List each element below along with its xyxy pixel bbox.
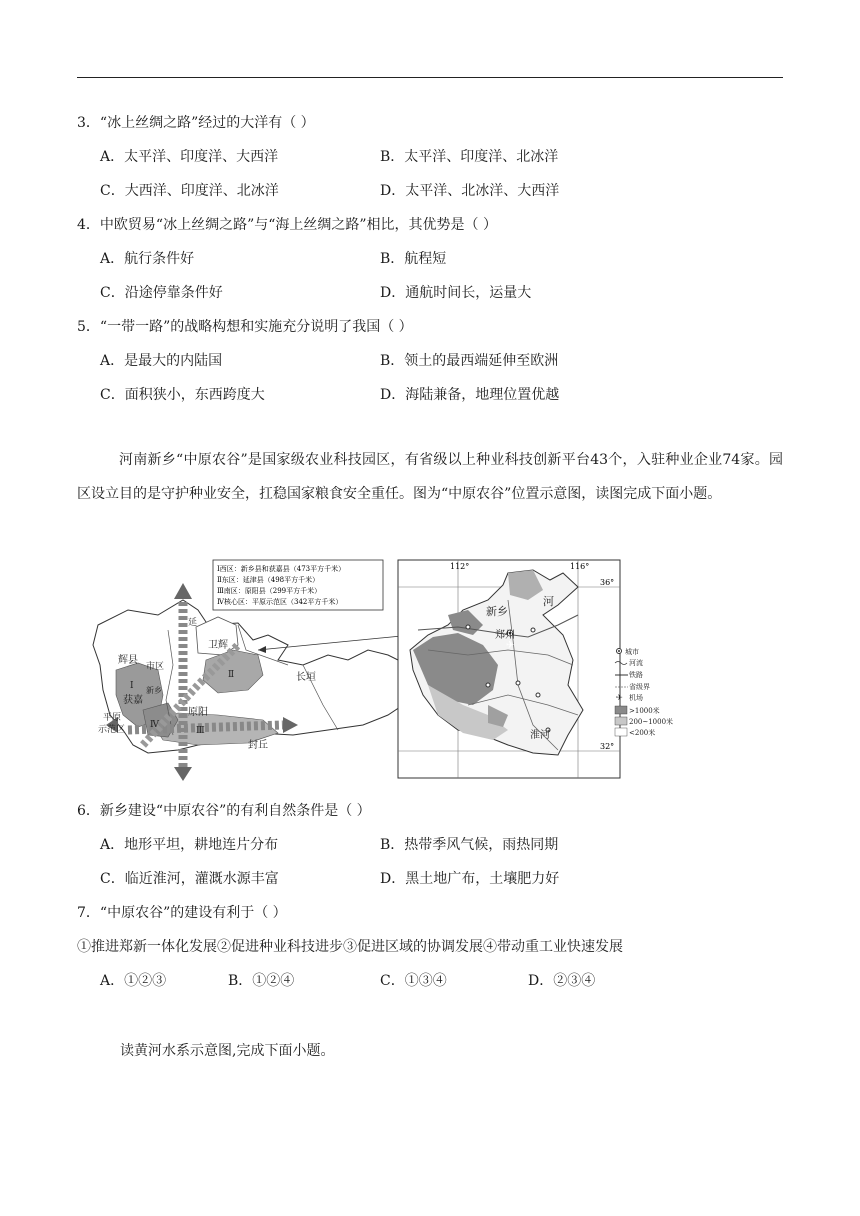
location-map-figure [88, 555, 688, 781]
legend-railway: 铁路 [629, 671, 643, 679]
q5-option-a[interactable]: A．是最大的内陆国 [100, 353, 223, 369]
legend-zone2: Ⅱ东区：延津县（498平方千米） [217, 576, 320, 584]
legend-border: 省级界 [629, 683, 650, 691]
map-label-fengqiu: 封丘 [248, 740, 268, 751]
legend-airport: 机场 [629, 694, 643, 702]
legend-zone3: Ⅲ南区：原阳县（299平方千米） [217, 587, 322, 595]
q6-option-b[interactable]: B．热带季风气候，雨热同期 [380, 837, 559, 853]
map-label-xinxiang: 新乡 [146, 686, 162, 695]
legend-river: 河流 [629, 659, 643, 667]
legend-mid: 200~1000米 [629, 718, 674, 726]
q6-option-a[interactable]: A．地形平坦，耕地连片分布 [100, 837, 279, 853]
right-map [398, 560, 673, 778]
q7-option-a[interactable]: A．①②③ [100, 973, 167, 989]
q6-option-d[interactable]: D．黑土地广布，土壤肥力好 [380, 871, 560, 887]
q3-option-b[interactable]: B．太平洋、印度洋、北冰洋 [380, 149, 559, 165]
lat-36: 36° [600, 578, 615, 587]
left-map [93, 560, 413, 781]
lat-32: 32° [600, 742, 615, 751]
legend-airport-icon: ✈ [616, 693, 623, 702]
lon-116: 116° [570, 562, 590, 571]
legend-high: >1000米 [629, 707, 660, 715]
map-label-huojia: 获嘉 [123, 695, 143, 706]
question-7-stem: 7．“中原农谷”的建设有利于（ ） [77, 905, 287, 921]
map-label-shifanqu: 示范区 [98, 725, 126, 735]
map-label-zone4: Ⅳ [150, 720, 159, 730]
legend-city: 城市 [625, 648, 639, 656]
legend-zone1: Ⅰ西区：新乡县和获嘉县（473平方千米） [217, 565, 346, 573]
question-4-stem: 4．中欧贸易“冰上丝绸之路”与“海上丝绸之路”相比，其优势是（ ） [77, 217, 497, 233]
legend-zone4: Ⅳ核心区：平原示范区（342平方千米） [217, 598, 343, 606]
q4-option-c[interactable]: C．沿途停靠条件好 [100, 285, 223, 301]
map-label-zhengzhou: 郑州 [495, 630, 515, 641]
q5-option-c[interactable]: C．面积狭小，东西跨度大 [100, 387, 265, 403]
reading-passage: 河南新乡“中原农谷”是国家级农业科技园区，有省级以上种业科技创新平台43个，入驻种业企业74家。园区设立目的是守护种业安全，扛稳国家粮食安全重任。图为“中原农谷”位置示意图，读图完成下面小题。 [77, 452, 783, 502]
q6-option-c[interactable]: C．临近淮河，灌溉水源丰富 [100, 871, 279, 887]
lon-112: 112° [450, 562, 470, 571]
map-label-xinxiang-r: 新乡 [486, 605, 508, 618]
map-label-zone2: Ⅱ [228, 670, 235, 680]
map-label-changyuan: 长垣 [296, 672, 316, 683]
next-section-intro: 读黄河水系示意图,完成下面小题。 [120, 1043, 335, 1059]
q4-option-d[interactable]: D．通航时间长，运量大 [380, 285, 532, 301]
map-label-huixian: 辉县 [118, 655, 138, 666]
plane-icon: ✈ [506, 640, 515, 651]
map-label-huaihe: 淮河 [530, 730, 550, 741]
q3-option-c[interactable]: C．大西洋、印度洋、北冰洋 [100, 183, 279, 199]
q4-option-a[interactable]: A．航行条件好 [100, 251, 195, 267]
header-rule [77, 77, 783, 78]
q4-option-b[interactable]: B．航程短 [380, 251, 447, 267]
map-label-he: 河 [543, 595, 554, 608]
q3-option-a[interactable]: A．太平洋、印度洋、大西洋 [100, 149, 279, 165]
map-label-yanjin: 延 [188, 618, 198, 628]
q7-option-b[interactable]: B．①②④ [228, 973, 295, 989]
question-6-stem: 6．新乡建设“中原农谷”的有利自然条件是（ ） [77, 803, 371, 819]
q3-option-d[interactable]: D．太平洋、北冰洋、大西洋 [380, 183, 560, 199]
q5-option-b[interactable]: B．领土的最西端延伸至欧洲 [380, 353, 559, 369]
q5-option-d[interactable]: D．海陆兼备，地理位置优越 [380, 387, 560, 403]
question-7-items: ①推进郑新一体化发展②促进种业科技进步③促进区域的协调发展④带动重工业快速发展 [77, 939, 623, 955]
q7-option-c[interactable]: C．①③④ [380, 973, 447, 989]
q7-option-d[interactable]: D．②③④ [528, 973, 596, 989]
map-label-pingyuan: 平原 [103, 713, 122, 723]
question-5-stem: 5．“一带一路”的战略构想和实施充分说明了我国（ ） [77, 319, 413, 335]
question-3-stem: 3．“冰上丝绸之路”经过的大洋有（ ） [77, 115, 315, 131]
map-label-zone3: Ⅲ [196, 726, 205, 736]
map-label-zone1: Ⅰ [130, 681, 134, 691]
legend-low: <200米 [629, 729, 656, 737]
map-label-yuanyang: 原阳 [188, 707, 208, 718]
map-label-shiqu: 市区 [146, 662, 165, 672]
map-label-weihui: 卫辉 [208, 640, 228, 651]
